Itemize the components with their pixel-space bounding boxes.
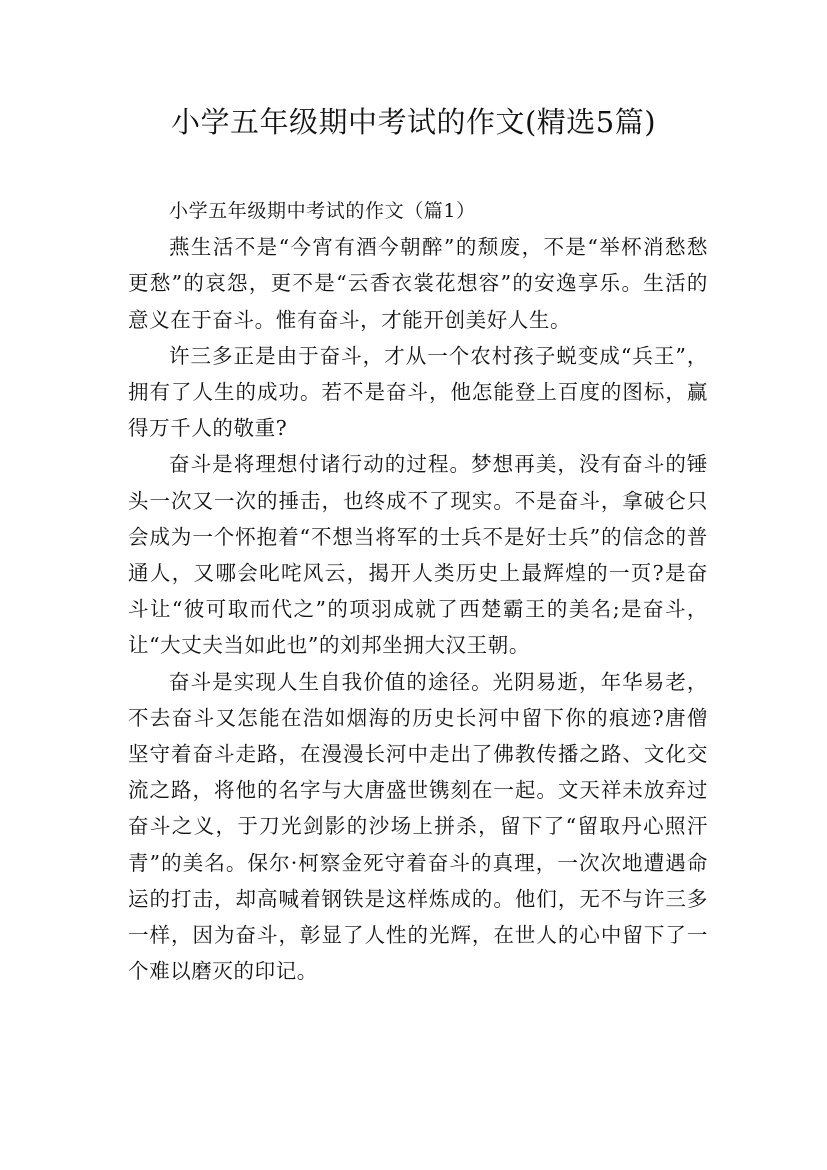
- paragraph-4: 奋斗是实现人生自我价值的途径。光阴易逝，年华易老，不去奋斗又怎能在浩如烟海的历史长河中留下你的痕迹?唐僧坚守着奋斗走路，在漫漫长河中走出了佛教传播之路、文化交流之路，将他的名字与大唐盛世镌刻在一起。文天祥未放弃过奋斗之义，于刀光剑影的沙场上拼杀，留下了“留取丹心照汗青”的美名。保尔·柯察金死守着奋斗的真理，一次次地遭遇命运的打击，却高喊着钢铁是这样炼成的。他们，无不与许三多一样，因为奋斗，彰显了人性的光辉，在世人的心中留下了一个难以磨灭的印记。: [128, 669, 708, 984]
- paragraph-1: 燕生活不是“今宵有酒今朝醉”的颓废，不是“举杯消愁愁更愁”的哀怨，更不是“云香衣裳花想容”的安逸享乐。生活的意义在于奋斗。惟有奋斗，才能开创美好人生。: [128, 235, 708, 332]
- section-heading: 小学五年级期中考试的作文（篇1）: [169, 200, 476, 222]
- document-body: [128, 193, 708, 989]
- paragraph-2: 许三多正是由于奋斗，才从一个农村孩子蜕变成“兵王”，拥有了人生的成功。若不是奋斗，他怎能登上百度的图标，赢得万千人的敬重?: [128, 343, 708, 441]
- paragraph-3: 奋斗是将理想付诸行动的过程。梦想再美，没有奋斗的锤头一次又一次的捶击，也终成不了现实。不是奋斗，拿破仑只会成为一个怀抱着“不想当将军的士兵不是好士兵”的信念的普通人，又哪会叱咤风云，揭开人类历史上最辉煌的一页?是奋斗让“彼可取而代之”的项羽成就了西楚霸王的美名;是奋斗，让“大丈夫当如此也”的刘邦坐拥大汉王朝。: [128, 452, 708, 658]
- document-title: 小学五年级期中考试的作文(精选5篇): [170, 105, 657, 139]
